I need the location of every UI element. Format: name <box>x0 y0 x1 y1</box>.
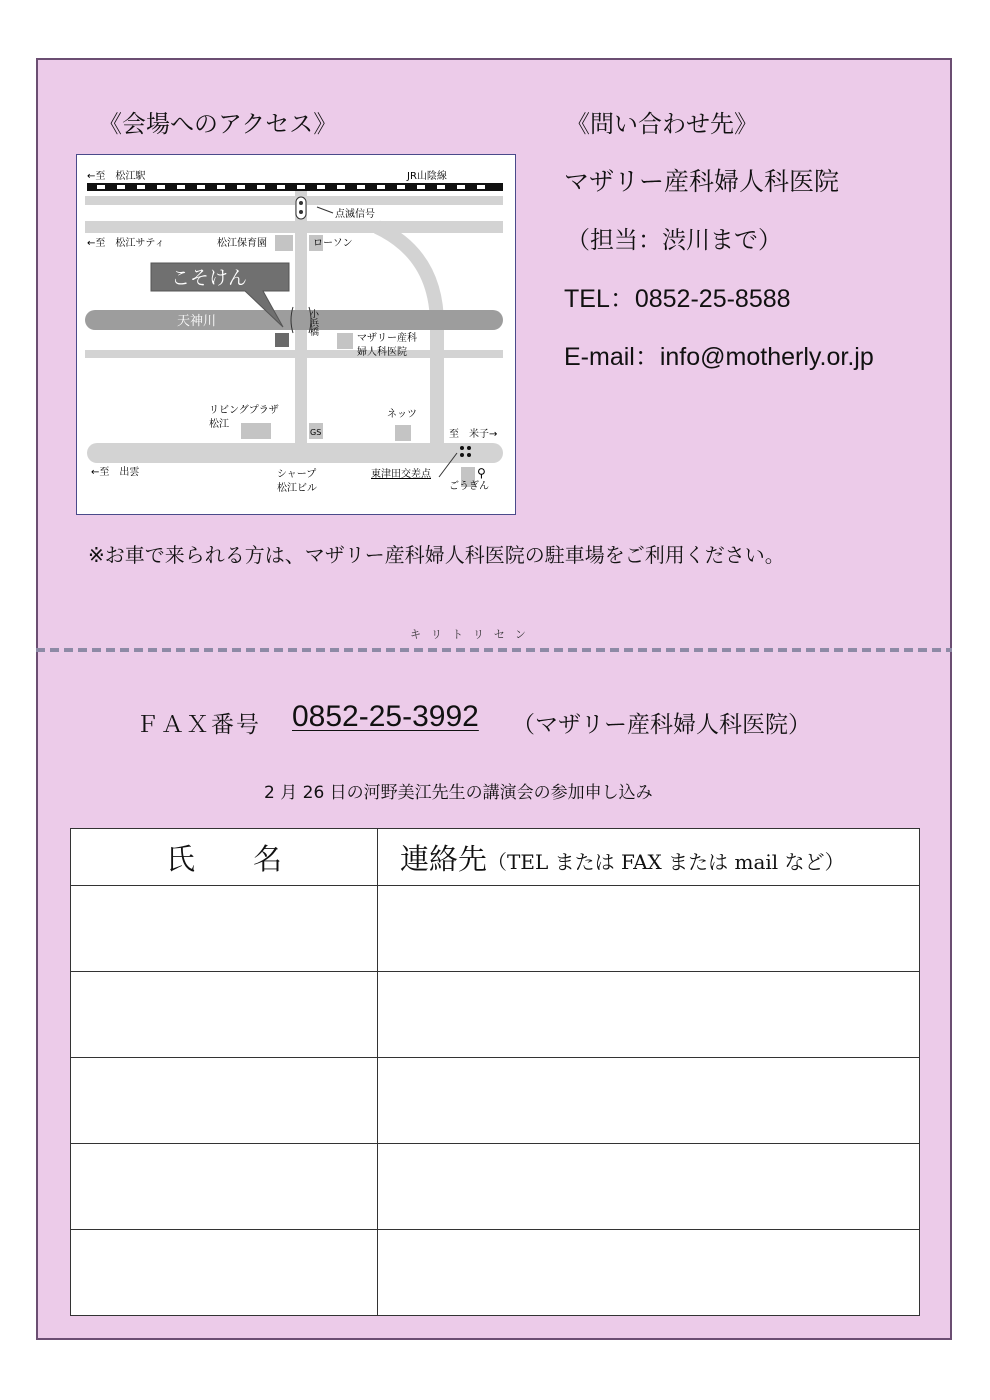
access-heading: 《会場へのアクセス》 <box>98 110 338 138</box>
road-top <box>85 196 503 205</box>
map-label-nursery: 松江保育園 <box>217 238 267 249</box>
map-label-venue: こそけん <box>171 267 248 289</box>
map-label-river: 天神川 <box>177 314 217 329</box>
contact-tel: TEL：0852-25-8588 <box>564 285 791 313</box>
cut-line <box>36 646 952 654</box>
map-label-signal: 点滅信号 <box>335 209 375 220</box>
header-contact-label: 連絡先 <box>400 841 488 876</box>
parking-note: ※お車で来られる方は、マザリー産科婦人科医院の駐車場をご利用ください。 <box>88 543 785 567</box>
venue-building <box>275 333 289 347</box>
header-contact-note: （TEL または FAX または mail など） <box>487 849 845 874</box>
header-name: 氏 名 <box>71 829 378 886</box>
river-tenjin <box>85 310 503 330</box>
contact-heading: 《問い合わせ先》 <box>566 110 758 138</box>
map-label-nets: ネッツ <box>387 409 417 420</box>
road-middle <box>85 350 503 358</box>
table-row <box>71 886 920 972</box>
fax-label: ＦＡＸ番号 <box>136 712 261 738</box>
map-label-living-plaza-1: リビングプラザ <box>209 405 279 416</box>
name-field[interactable] <box>71 886 378 972</box>
table-row <box>71 1144 920 1230</box>
road-bottom <box>87 443 503 463</box>
table-row <box>71 1058 920 1144</box>
map-label-bank: ごうぎん <box>449 481 489 492</box>
fax-clinic: （マザリー産科婦人科医院） <box>512 712 811 738</box>
name-field[interactable] <box>71 1058 378 1144</box>
contact-clinic-name: マザリー産科婦人科医院 <box>564 167 840 196</box>
registration-table <box>70 828 920 1316</box>
cutline-label: キリトリセン <box>410 628 536 641</box>
table-row <box>71 1230 920 1316</box>
nursery-building <box>275 235 293 251</box>
bank-logo-icon: ⚲ <box>477 466 486 480</box>
contact-field[interactable] <box>378 972 920 1058</box>
table-header-row <box>71 829 920 886</box>
signal-icon <box>296 197 306 219</box>
map-label-clinic-2: 婦人科医院 <box>357 347 407 358</box>
table-row <box>71 972 920 1058</box>
contact-person: （担当：渋川まで） <box>566 226 782 254</box>
contact-field[interactable] <box>378 1230 920 1316</box>
contact-email[interactable]: E-mail：info@motherly.or.jp <box>564 343 874 371</box>
road-second <box>85 221 503 233</box>
map-label-intersection: 東津田交差点 <box>371 469 431 480</box>
map-label-clinic-1: マザリー産科 <box>357 333 417 344</box>
contact-field[interactable] <box>378 1144 920 1230</box>
contact-field[interactable] <box>378 886 920 972</box>
access-map <box>76 154 516 515</box>
map-label-sharp-2: 松江ビル <box>277 483 317 494</box>
map-label-sharp-1: シャープ <box>277 469 317 480</box>
map-label-yonago: 至 米子→ <box>449 429 498 440</box>
map-label-izumo: ←至 出雲 <box>91 467 140 478</box>
flyer-sheet <box>36 58 952 1340</box>
nets-building <box>395 425 411 441</box>
name-field[interactable] <box>71 972 378 1058</box>
access-map-drawing <box>77 155 515 514</box>
living-plaza-building <box>241 423 271 439</box>
map-label-lawson: ローソン <box>313 238 353 249</box>
name-field[interactable] <box>71 1144 378 1230</box>
fax-number: 0852-25-3992 <box>292 700 479 733</box>
map-label-living-plaza-2: 松江 <box>209 419 229 430</box>
map-label-jr-line: JR山陰線 <box>407 171 447 182</box>
map-label-matsue-station: ←至 松江駅 <box>87 171 146 182</box>
map-label-gs: GS <box>310 428 322 437</box>
name-field[interactable] <box>71 1230 378 1316</box>
clinic-building <box>337 333 353 349</box>
map-label-bridge: 小浜橋 <box>308 309 318 336</box>
header-contact <box>378 829 920 886</box>
map-label-saty: ←至 松江サティ <box>87 238 165 249</box>
event-title: 2 月 26 日の河野美江先生の講演会の参加申し込み <box>264 783 653 803</box>
contact-field[interactable] <box>378 1058 920 1144</box>
